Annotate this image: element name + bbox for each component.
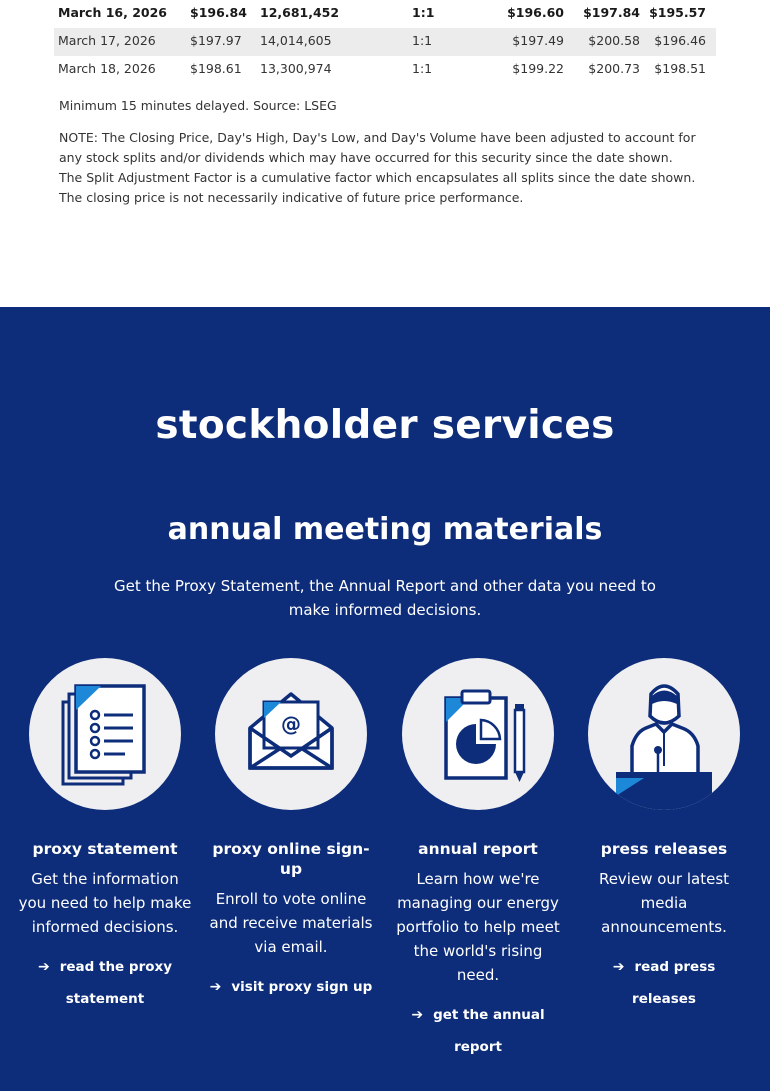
high-cell: $200.73	[588, 61, 640, 76]
table-row	[54, 56, 716, 84]
documents-icon	[29, 658, 181, 810]
visit-proxy-signup-link[interactable]	[198, 971, 384, 1003]
date-cell: March 16, 2026	[58, 5, 167, 20]
section-intro: Get the Proxy Statement, the Annual Report and other data you need to make informed decisions.	[114, 577, 656, 619]
open-cell: $199.22	[512, 61, 564, 76]
price-table	[54, 0, 716, 84]
get-annual-report-link[interactable]	[385, 999, 571, 1063]
arrow-right-icon: ➔	[37, 959, 50, 975]
card-title: proxy statement	[32, 840, 178, 858]
card-press-releases	[571, 658, 757, 1015]
close-cell: $196.84	[190, 5, 247, 20]
volume-cell: 12,681,452	[260, 5, 340, 20]
open-cell: $197.49	[512, 33, 564, 48]
low-cell: $198.51	[654, 61, 706, 76]
low-cell: $196.46	[654, 33, 706, 48]
open-cell: $196.60	[507, 5, 564, 20]
section-title: stockholder services	[155, 403, 615, 448]
card-title: press releases	[600, 840, 728, 858]
read-press-releases-link[interactable]	[571, 951, 757, 1015]
date-cell: March 17, 2026	[58, 33, 156, 48]
card-description: Get the information you need to help make informed decisions.	[18, 870, 192, 936]
speaker-podium-icon	[588, 658, 740, 810]
card-title: proxy online sign-up	[212, 840, 370, 878]
card-title: annual report	[418, 840, 538, 858]
split-cell: 1:1	[412, 61, 433, 76]
arrow-right-icon: ➔	[411, 1007, 424, 1023]
volume-cell: 14,014,605	[260, 33, 332, 48]
adjustment-note: NOTE: The Closing Price, Day's High, Day's Low, and Day's Volume have been adjusted to account for any stock splits and/or dividends which may have occurred for this security since the date shown. The Split Adjustment Factor is a cumulative factor which encapsulates all splits since the date shown. The closing price is not necessarily indicative of future price performance.	[59, 130, 696, 205]
section-subtitle: annual meeting materials	[167, 512, 603, 547]
date-cell: March 18, 2026	[58, 61, 156, 76]
arrow-right-icon: ➔	[209, 979, 222, 995]
link-label: read the proxy statement	[59, 959, 173, 1007]
close-cell: $198.61	[190, 61, 242, 76]
volume-cell: 13,300,974	[260, 61, 332, 76]
link-label: visit proxy sign up	[231, 979, 373, 995]
read-proxy-statement-link[interactable]	[12, 951, 198, 1015]
card-proxy-statement	[12, 658, 198, 1015]
split-cell: 1:1	[412, 33, 433, 48]
delay-note: Minimum 15 minutes delayed. Source: LSEG	[59, 98, 337, 113]
envelope-at-icon	[215, 658, 367, 810]
historical-prices-section	[0, 0, 770, 307]
arrow-right-icon: ➔	[612, 959, 625, 975]
table-row	[54, 0, 716, 28]
card-annual-report	[385, 658, 571, 1063]
clipboard-chart-icon	[402, 658, 554, 810]
close-cell: $197.97	[190, 33, 242, 48]
card-description: Review our latest media announcements.	[598, 870, 730, 936]
split-cell: 1:1	[412, 5, 435, 20]
card-description: Learn how we're managing our energy portfolio to help meet the world's rising need.	[396, 870, 560, 984]
svg-text:@: @	[281, 712, 301, 736]
card-description: Enroll to vote online and receive materials via email.	[209, 890, 373, 956]
card-proxy-signup	[198, 658, 384, 1003]
table-row	[54, 28, 716, 56]
high-cell: $197.84	[583, 5, 640, 20]
low-cell: $195.57	[649, 5, 706, 20]
high-cell: $200.58	[588, 33, 640, 48]
stockholder-services-section	[0, 307, 770, 1091]
link-label: read press releases	[632, 959, 716, 1007]
link-label: get the annual report	[433, 1007, 545, 1055]
